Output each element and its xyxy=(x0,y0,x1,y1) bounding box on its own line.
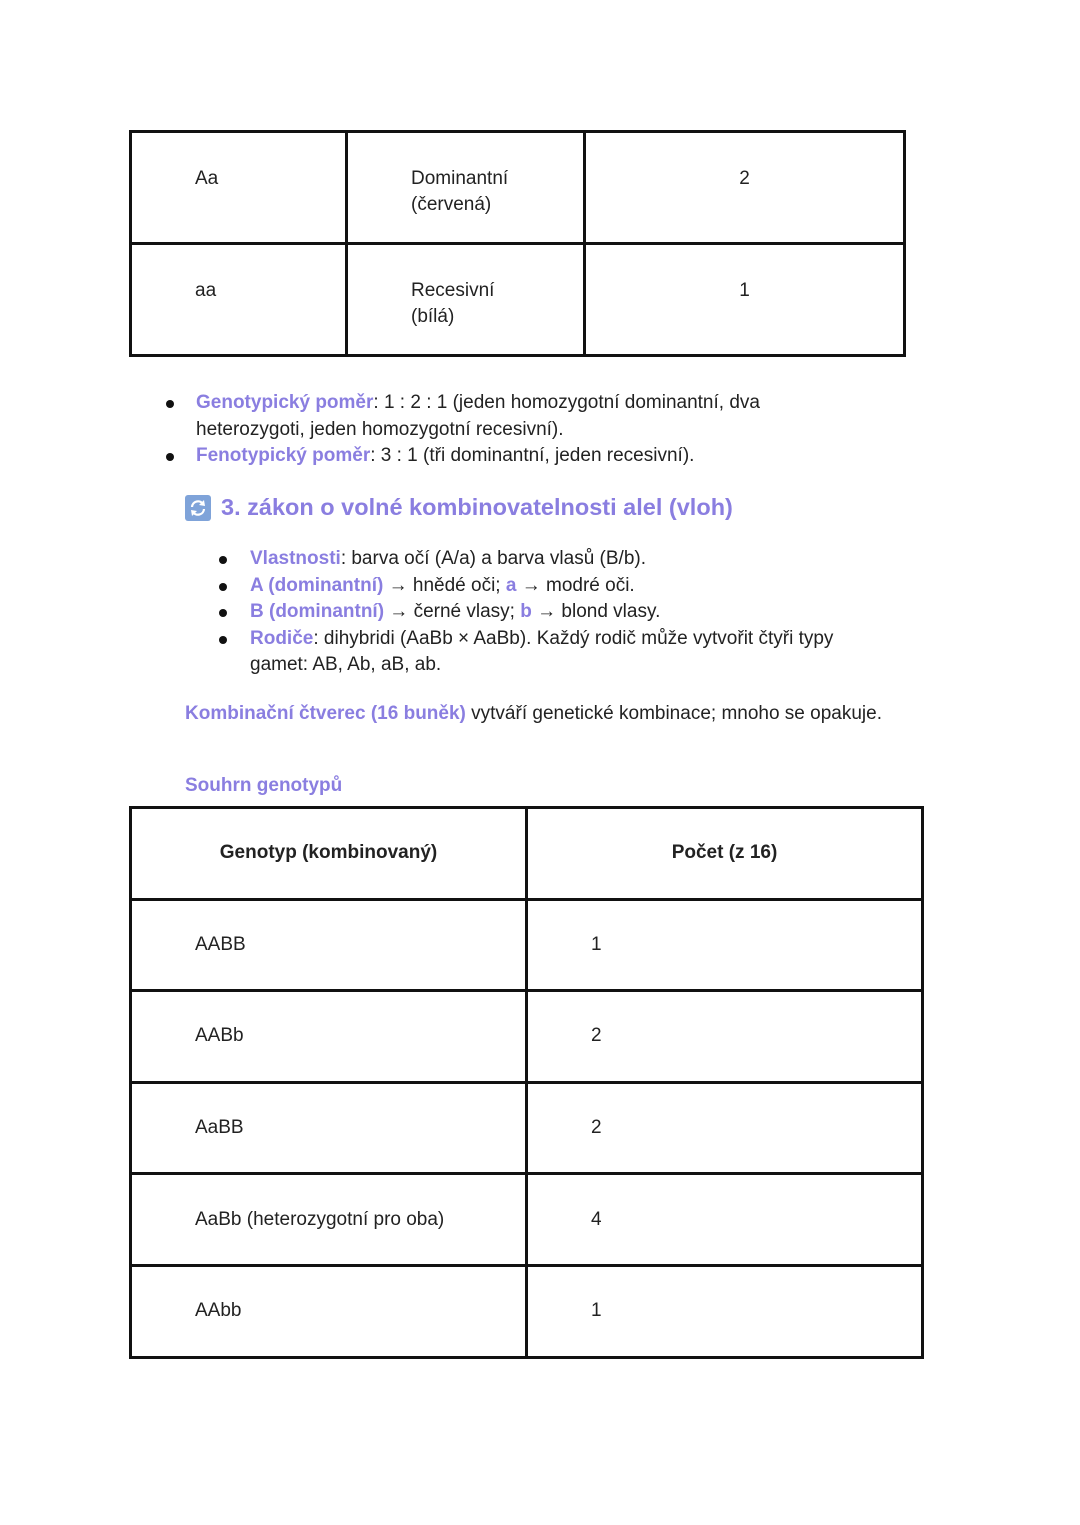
phenotypic-ratio-label: Fenotypický poměr xyxy=(196,445,371,466)
repeat-arrows-icon xyxy=(185,495,211,521)
ratio-list xyxy=(161,390,861,470)
count-cell: 1 xyxy=(739,280,750,301)
list-item: Genotypický poměr: 1 : 2 : 1 (jeden homozygotní dominantní, dva heterozygoti, jeden homozygotní recesivní). xyxy=(161,390,861,443)
table-row xyxy=(131,1174,923,1266)
genotype-cell: AABb xyxy=(131,991,527,1083)
table-row xyxy=(131,899,923,991)
count-cell: 1 xyxy=(527,1265,923,1357)
list-item: Fenotypický poměr: 3 : 1 (tři dominantní, jeden recesivní). xyxy=(161,443,861,470)
phenotype-cell: Recesivní (bílá) xyxy=(411,280,495,327)
table-row xyxy=(131,1265,923,1357)
count-cell: 2 xyxy=(527,991,923,1083)
genotype-summary-heading: Souhrn genotypů xyxy=(185,775,343,796)
list-item: Rodiče: dihybridi (AaBb × AaBb). Každý rodič může vytvořit čtyři typy gamet: AB, Ab, aB, ab. xyxy=(214,626,894,679)
column-header: Genotyp (kombinovaný) xyxy=(131,808,527,900)
table-row xyxy=(131,991,923,1083)
genotype-cell: Aa xyxy=(195,168,219,189)
genotype-cell: AaBb (heterozygotní pro oba) xyxy=(131,1174,527,1266)
genotype-cell: AaBB xyxy=(131,1082,527,1174)
genotype-cell: AABB xyxy=(131,899,527,991)
genotype-cell: aa xyxy=(195,280,217,301)
properties-list xyxy=(214,546,894,679)
phenotype-cell: Dominantní (červená) xyxy=(411,168,509,215)
table-header-row xyxy=(131,808,923,900)
list-item: B (dominantní) → černé vlasy; b → blond vlasy. xyxy=(214,599,894,626)
list-item: A (dominantní) → hnědé oči; a → modré oči. xyxy=(214,573,894,600)
phenotype-table xyxy=(129,130,906,357)
column-header: Počet (z 16) xyxy=(527,808,923,900)
section-heading: 3. zákon o volné kombinovatelnosti alel (vloh) xyxy=(185,494,733,521)
list-item: Vlastnosti: barva očí (A/a) a barva vlasů (B/b). xyxy=(214,546,894,573)
table-row xyxy=(131,132,905,244)
combination-paragraph: Kombinační čtverec (16 buněk) vytváří genetické kombinace; mnoho se opakuje. xyxy=(185,703,882,724)
count-cell: 1 xyxy=(527,899,923,991)
table-row xyxy=(131,244,905,356)
genotypic-ratio-label: Genotypický poměr xyxy=(196,392,374,413)
count-cell: 2 xyxy=(527,1082,923,1174)
genotype-cell: AAbb xyxy=(131,1265,527,1357)
count-cell: 2 xyxy=(739,168,750,189)
table-row xyxy=(131,1082,923,1174)
count-cell: 4 xyxy=(527,1174,923,1266)
genotype-summary-table xyxy=(129,806,924,1359)
